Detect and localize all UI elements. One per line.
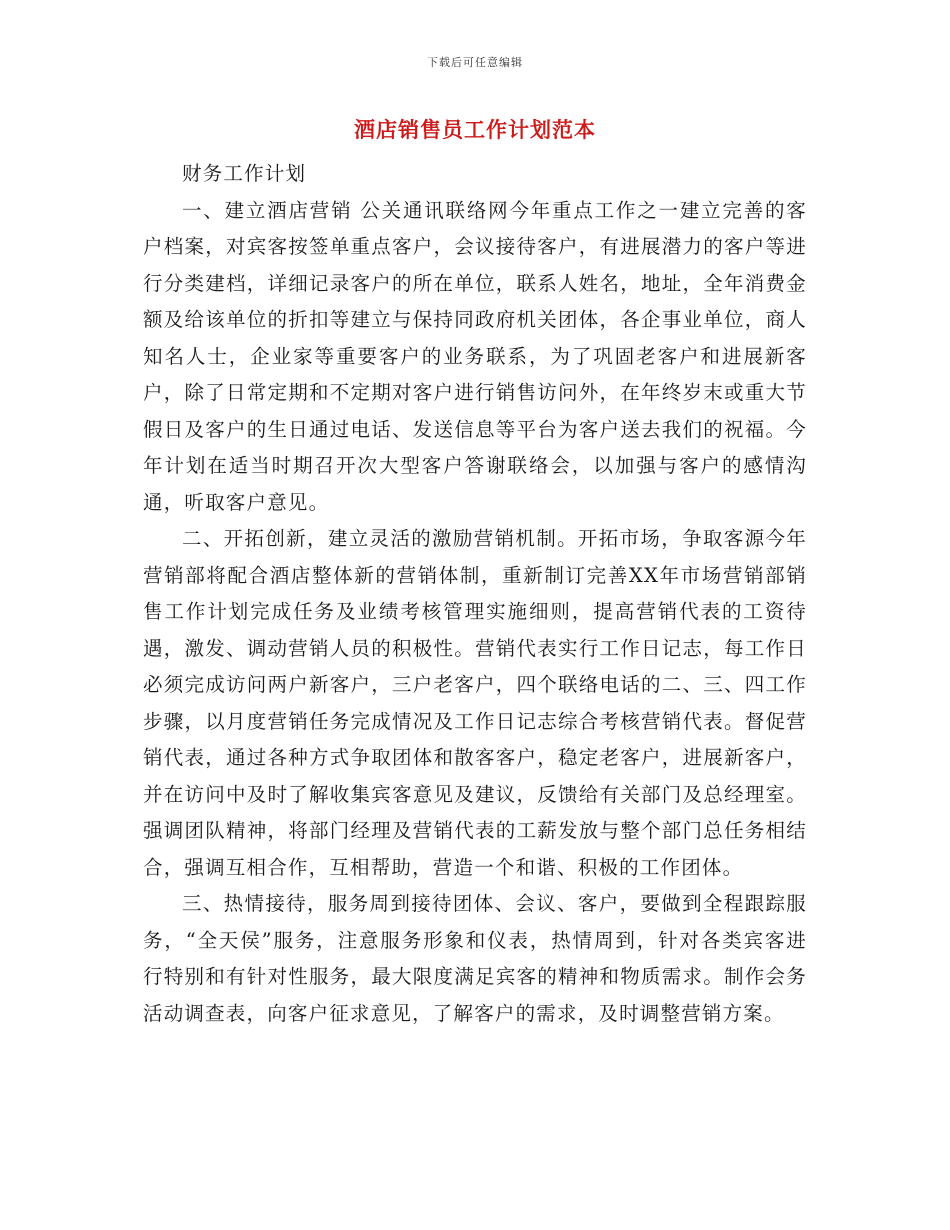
document-body xyxy=(143,156,807,1032)
document-title: 酒店销售员工作计划范本 xyxy=(354,117,596,142)
paragraph-3: 三、热情接待，服务周到接待团体、会议、客户，要做到全程跟踪服务，“全天侯”服务，注意服务形象和仪表，热情周到，针对各类宾客进行特别和有针对性服务，最大限度满足宾客的精神和物质需求。制作会务活动调查表，向客户征求意见，了解客户的需求，及时调整营销方案。 xyxy=(143,892,807,1025)
section-heading: 财务工作计划 xyxy=(182,162,307,185)
paragraph-2: 二、开拓创新，建立灵活的激励营销机制。开拓市场，争取客源今年营销部将配合酒店整体新的营销体制，重新制订完善XX年市场营销部销售工作计划完成任务及业绩考核管理实施细则，提高营销代表的工资待遇，激发、调动营销人员的积极性。营销代表实行工作日记志，每工作日必须完成访问两户新客户，三户老客户，四个联络电话的二、三、四工作步骤，以月度营销任务完成情况及工作日记志综合考核营销代表。督促营销代表，通过各种方式争取团体和散客客户，稳定老客户，进展新客户，并在访问中及时了解收集宾客意见及建议，反馈给有关部门及总经理室。强调团队精神，将部门经理及营销代表的工薪发放与整个部门总任务相结合，强调互相合作，互相帮助，营造一个和谐、积极的工作团体。 xyxy=(143,527,807,879)
header-note: 下载后可任意编辑 xyxy=(427,56,523,69)
paragraph-1: 一、建立酒店营销 公关通讯联络网今年重点工作之一建立完善的客户档案，对宾客按签单重点客户，会议接待客户，有进展潜力的客户等进行分类建档，详细记录客户的所在单位，联系人姓名，地址，全年消费金额及给该单位的折扣等建立与保持同政府机关团体，各企事业单位，商人知名人士，企业家等重要客户的业务联系，为了巩固老客户和进展新客户，除了日常定期和不定期对客户进行销售访问外，在年终岁末或重大节假日及客户的生日通过电话、发送信息等平台为客户送去我们的祝福。今年计划在适当时期召开次大型客户答谢联络会，以加强与客户的感情沟通，听取客户意见。 xyxy=(143,198,807,514)
